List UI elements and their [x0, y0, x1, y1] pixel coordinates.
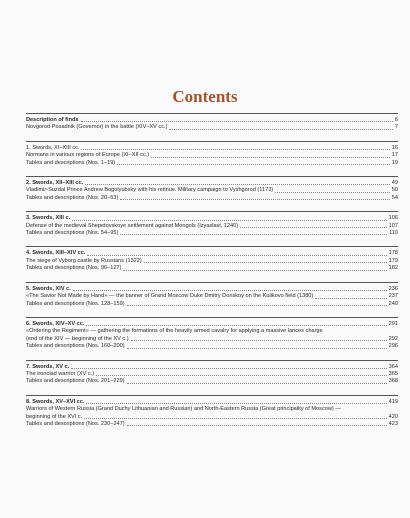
toc-entry[interactable]: [26, 258, 398, 265]
toc-section: [26, 141, 398, 167]
toc-section: [26, 176, 398, 202]
toc-entry-title: «The Savior Not Made by Hand» — the banner of Grand Moscow Duke Dmitry Donskoy on the Kulikovo field (1380): [26, 293, 314, 300]
dot-leader: [120, 234, 387, 235]
toc-page-number: 16: [391, 144, 398, 151]
toc-page-number: 110: [389, 230, 398, 237]
dot-leader: [71, 368, 386, 369]
toc-entry[interactable]: [26, 145, 398, 152]
toc-entry-title: 4. Swords, XIII–XIV cc.: [26, 250, 86, 257]
dot-leader: [127, 425, 387, 426]
section-divider: [26, 113, 398, 114]
section-divider: [26, 360, 398, 361]
dot-leader: [151, 157, 390, 158]
toc-entry-title: Tables and descriptions (Nos. 128–159): [26, 300, 125, 307]
dot-leader: [127, 305, 387, 306]
dot-leader: [72, 220, 387, 221]
toc-entry[interactable]: [26, 286, 398, 293]
toc-entry[interactable]: [26, 321, 398, 328]
dot-leader: [87, 255, 386, 256]
toc-page-number: 364: [388, 363, 398, 370]
section-divider: [26, 246, 398, 247]
toc-entry-title: 7. Swords, XV c.: [26, 363, 70, 370]
toc-entry-title: Tables and descriptions (Nos. 96–127): [26, 265, 122, 272]
toc-entry-title: Tables and descriptions (Nos. 20–53): [26, 194, 119, 201]
toc-page-number: 7: [394, 124, 398, 131]
toc-entry[interactable]: [26, 152, 398, 159]
toc-page-number: 240: [388, 300, 398, 307]
toc-entry-title: Tables and descriptions (Nos. 54–95): [26, 230, 119, 237]
dot-leader: [85, 184, 390, 185]
toc-page-number: 365: [388, 370, 398, 377]
dot-leader: [275, 192, 390, 193]
toc-entry[interactable]: [26, 215, 398, 222]
toc-entry-title: Defense of the medieval Shepetovskoye settlement against Mongols (Izyaslavl, 1240): [26, 222, 239, 229]
dot-leader: [127, 348, 387, 349]
toc-entry-title: Vladimir-Suzdal Prince Andrew Bogolyubsky with his retinue. Military campaign to Vyshgorod (1173): [26, 187, 274, 194]
dot-leader: [240, 227, 387, 228]
toc-entry[interactable]: [26, 343, 398, 350]
toc-entry-title: Description of finds: [26, 117, 79, 123]
section-divider: [26, 141, 398, 142]
toc-entry[interactable]: [26, 293, 398, 300]
toc-page-number: 178: [388, 250, 398, 257]
toc-page-number: 182: [388, 265, 398, 272]
toc-section: [26, 317, 398, 351]
toc-entry-title: The ironclad warrior (XV c.): [26, 370, 95, 377]
section-divider: [26, 176, 398, 177]
dot-leader: [86, 325, 386, 326]
toc-entry[interactable]: [26, 399, 398, 406]
page-title: Contents: [172, 87, 238, 106]
dot-leader: [81, 149, 389, 150]
toc-page-number: 420: [388, 413, 398, 420]
toc-page-number: 368: [388, 378, 398, 385]
toc-page-number: 19: [391, 159, 398, 166]
toc-entry[interactable]: [26, 378, 398, 385]
toc-entry[interactable]: [26, 250, 398, 257]
toc-entry[interactable]: [26, 223, 398, 230]
toc-section: [26, 113, 398, 132]
toc-entry[interactable]: [26, 336, 398, 343]
toc-entry[interactable]: [26, 180, 398, 187]
toc-entry-title: Novgorod Posadnik (Governor) in the battle (XIV–XV cc.): [26, 124, 168, 131]
toc-entry[interactable]: [26, 195, 398, 202]
toc-entry[interactable]: [26, 117, 398, 124]
toc-entry-title: 5. Swords, XIV c.: [26, 285, 71, 292]
toc-page-number: 107: [388, 222, 398, 229]
toc-entry-title: Tables and descriptions (Nos. 160–200): [26, 343, 125, 350]
toc-section: [26, 360, 398, 386]
toc-page-number: 291: [388, 320, 398, 327]
dot-leader: [144, 262, 387, 263]
toc-entry[interactable]: [26, 414, 398, 421]
toc-page-number: 292: [388, 335, 398, 342]
toc-entry-title: 6. Swords, XIV–XV cc.: [26, 320, 85, 327]
toc-entry-title: 1. Swords, XI–XIII cc.: [26, 144, 80, 151]
toc-entry[interactable]: [26, 265, 398, 272]
toc-entry[interactable]: [26, 230, 398, 237]
toc-section: [26, 395, 398, 429]
dot-leader: [73, 290, 387, 291]
toc-page-number: 419: [388, 398, 398, 405]
toc-entry-title: «Ordering the Regiment» — gathering the formations of the heavily armed cavalry for applying a massive lances charge: [26, 328, 323, 335]
section-divider: [26, 282, 398, 283]
toc-entry[interactable]: [26, 421, 398, 428]
dot-leader: [117, 164, 390, 165]
dot-leader: [81, 121, 393, 122]
toc-section: [26, 211, 398, 237]
section-divider: [26, 317, 398, 318]
toc-page-number: 106: [388, 215, 398, 222]
dot-leader: [84, 418, 386, 419]
toc-entry-title: 8. Swords, XV–XVI cc.: [26, 398, 85, 405]
toc-page-number: 17: [391, 152, 398, 159]
toc-entry-title: The siege of Vyborg castle by Russians (1322): [26, 257, 142, 264]
section-divider: [26, 395, 398, 396]
toc-page-number: 423: [388, 420, 398, 427]
toc-entry-title: (end of the XIV — beginning of the XV c.): [26, 335, 129, 342]
toc-page-number: 296: [388, 343, 398, 350]
dot-leader: [86, 403, 386, 404]
toc-entry-title: Tables and descriptions (Nos. 230–247): [26, 420, 125, 427]
dot-leader: [131, 340, 387, 341]
toc-entry-title: 2. Swords, XII–XIII cc.: [26, 180, 84, 187]
toc-entry[interactable]: [26, 301, 398, 308]
dot-leader: [169, 129, 392, 130]
dot-leader: [120, 199, 389, 200]
toc-entry[interactable]: [26, 187, 398, 194]
toc-page-number: 6: [394, 117, 398, 123]
toc-entry[interactable]: [26, 364, 398, 371]
toc-entry-title: beginning of the XVI c.: [26, 413, 83, 420]
dot-leader: [315, 298, 386, 299]
dot-leader: [96, 375, 387, 376]
table-of-contents: [26, 113, 398, 437]
dot-leader: [127, 383, 387, 384]
toc-page-number: 49: [391, 180, 398, 187]
toc-section: [26, 246, 398, 272]
toc-entry[interactable]: [26, 371, 398, 378]
toc-entry-title: Normans in various regions of Europe (XI–XII cc.): [26, 152, 150, 159]
dot-leader: [123, 270, 386, 271]
toc-entry[interactable]: [26, 160, 398, 167]
toc-entry-title: 3. Swords, XIII c.: [26, 215, 71, 222]
toc-page-number: 179: [388, 257, 398, 264]
toc-entry-title: Tables and descriptions (Nos. 1–19): [26, 159, 116, 166]
toc-entry-title: Warriors of Western Russia (Grand Duchy Lithuanian and Russian) and North-Eastern Russia (Great principality of Moscow) —: [26, 406, 341, 413]
toc-page-number: 236: [388, 285, 398, 292]
toc-page-number: 237: [388, 293, 398, 300]
toc-page-number: 54: [391, 194, 398, 201]
toc-section: [26, 282, 398, 308]
section-divider: [26, 211, 398, 212]
toc-entry[interactable]: [26, 124, 398, 131]
toc-entry-title: Tables and descriptions (Nos. 201–229): [26, 378, 125, 385]
toc-page-number: 50: [391, 187, 398, 194]
